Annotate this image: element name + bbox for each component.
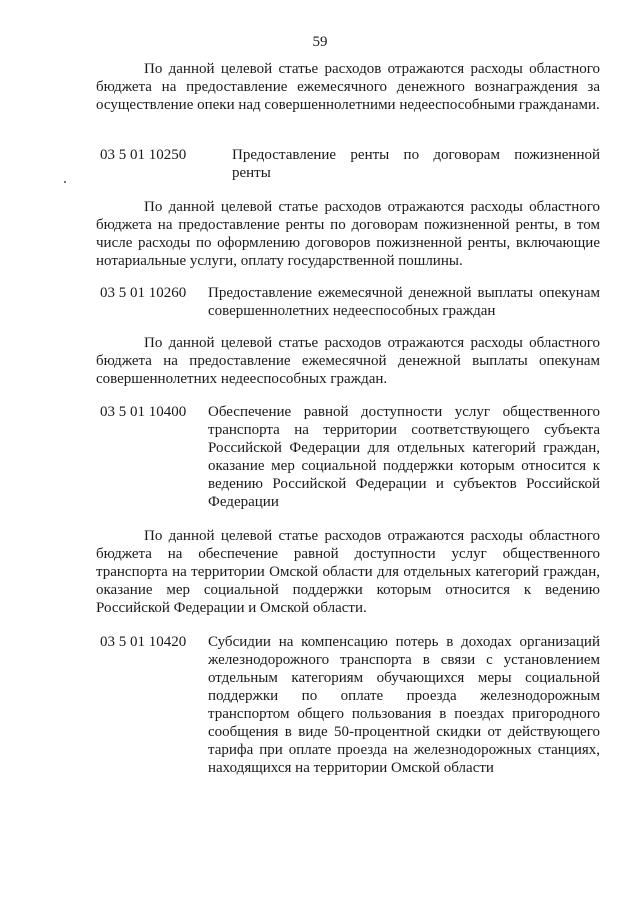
- budget-item-title: Предоставление ежемесячной денежной выплаты опекунам совершеннолетних недееспособных граждан: [208, 285, 600, 319]
- paragraph-public-transport: [96, 527, 600, 617]
- budget-code: 03 5 01 10420: [100, 634, 187, 650]
- paragraph-text: По данной целевой статье расходов отражаются расходы областного бюджета на предоставление ренты по договорам пожизненной ренты, в том числе расходы по оформлению договоров пожизненной ренты, включающие нотариальные услуги, оплату государственной пошлины.: [96, 199, 600, 269]
- budget-item-title: Субсидии на компенсацию потерь в доходах организаций железнодорожного транспорта в связи с установлением отдельным категориям обучающихся меры социальной поддержки по оплате проезда железнодорожным транспортом общего пользования в поездах пригородного сообщения в виде 50-процентной скидки от действующего тарифа при оплате проезда на железнодорожных станциях, находящихся на территории Омской области: [208, 634, 600, 776]
- scan-speck: [64, 181, 66, 183]
- paragraph-text: По данной целевой статье расходов отражаются расходы областного бюджета на обеспечение равной доступности услуг общественного транспорта на территории Омской области для отдельных категорий граждан, оказание мер социальной поддержки которым относится к ведению Российской Федерации и Омской области.: [96, 528, 600, 616]
- budget-code: 03 5 01 10260: [100, 285, 187, 301]
- paragraph-life-annuity: [96, 198, 600, 270]
- budget-item-title: Обеспечение равной доступности услуг общественного транспорта на территории соответствующего субъекта Российской Федерации для отдельных категорий граждан, оказание мер социальной поддержки которым относится к ведению Российской Федерации и субъектов Российской Федерации: [208, 404, 600, 510]
- budget-code: 03 5 01 10400: [100, 404, 187, 420]
- budget-code: 03 5 01 10250: [100, 147, 187, 163]
- paragraph-text: По данной целевой статье расходов отражаются расходы областного бюджета на предоставление ежемесячной денежной выплаты опекунам совершеннолетних недееспособных граждан.: [96, 335, 600, 387]
- paragraph-text: По данной целевой статье расходов отражаются расходы областного бюджета на предоставление ежемесячного денежного вознаграждения за осуществление опеки над совершеннолетними недееспособными гражданами.: [96, 61, 600, 113]
- paragraph-monthly-remuneration: [96, 60, 600, 114]
- budget-item-title: Предоставление ренты по договорам пожизненной ренты: [232, 147, 600, 181]
- paragraph-guardian-payment: [96, 334, 600, 388]
- page-number: 59: [312, 34, 328, 50]
